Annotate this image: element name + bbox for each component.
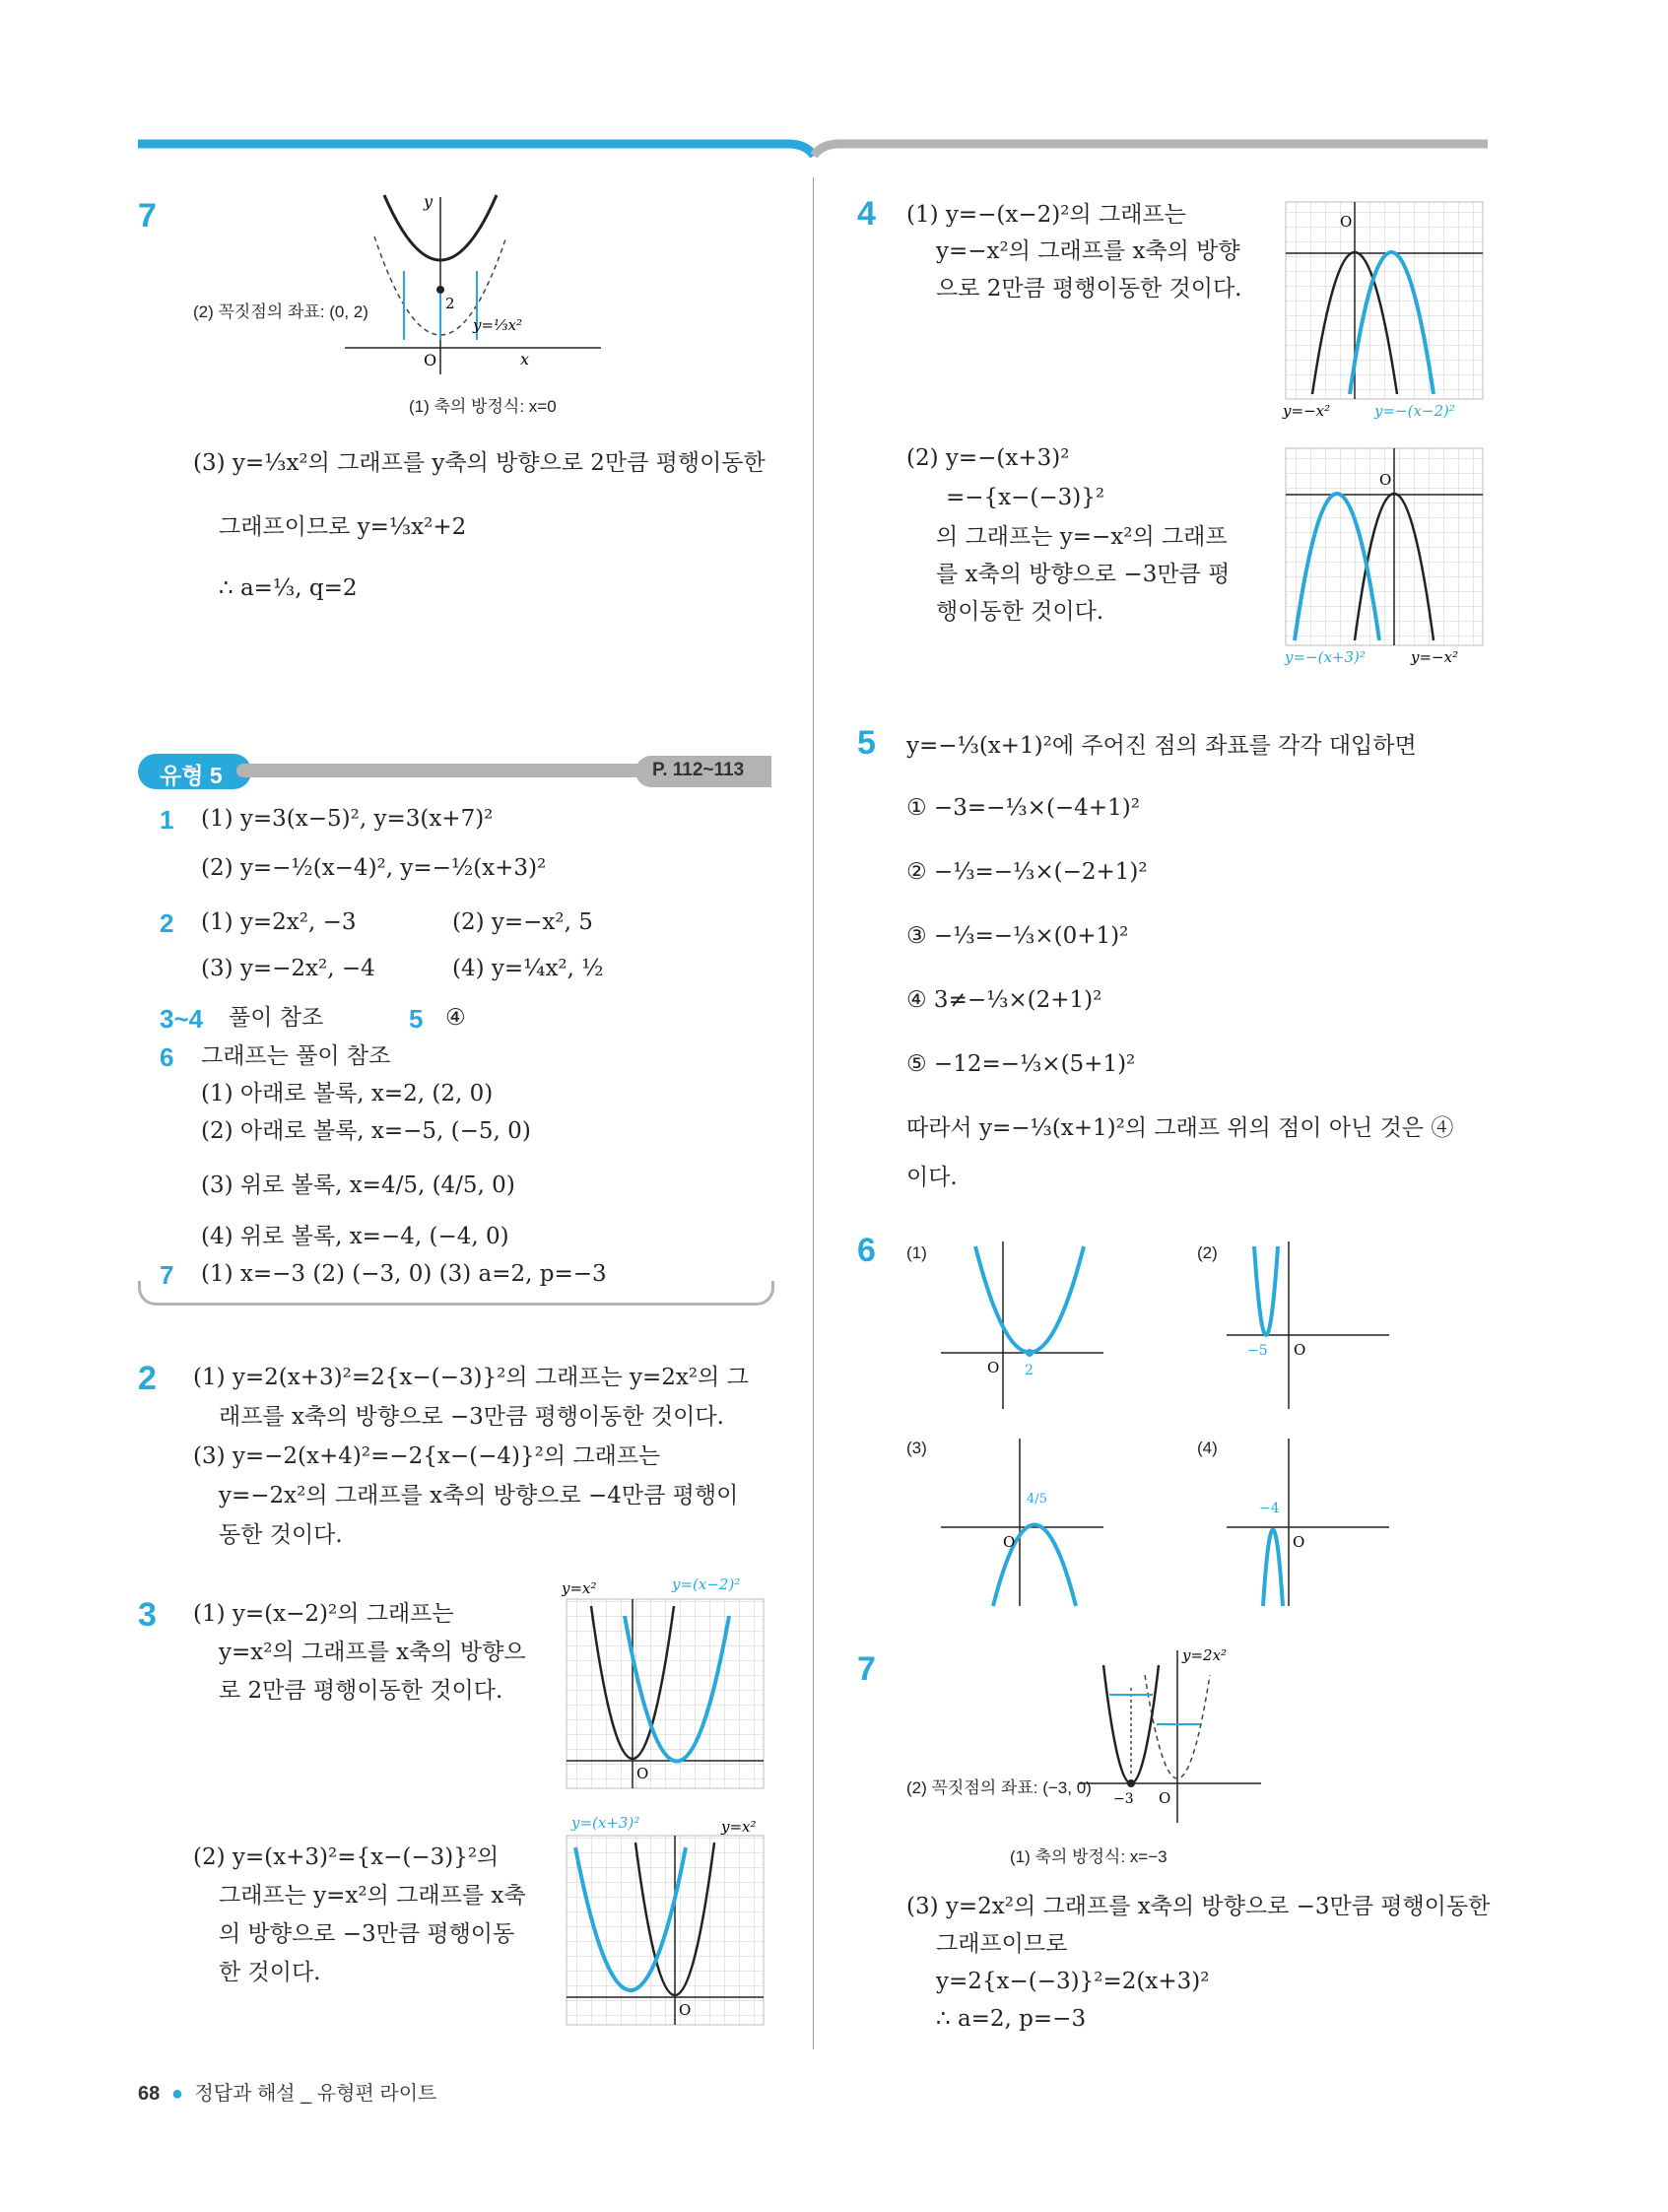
graph-curve-label: y=(x−2)² — [672, 1575, 741, 1593]
graph-curve-label: y=x² — [721, 1818, 757, 1836]
graph-p7-left — [335, 192, 611, 379]
problem-number: 3 — [138, 1596, 157, 1634]
graph-curve-label: y=−x² — [1411, 648, 1459, 666]
svg-text:O: O — [1293, 1533, 1305, 1551]
column-divider — [813, 177, 814, 2049]
svg-text:O: O — [987, 1359, 1000, 1376]
graph-p4-2 — [1281, 443, 1493, 675]
problem-number: 5 — [857, 724, 876, 762]
vertex-label: (2) 꼭짓점의 좌표: (−3, 0) — [906, 1778, 1092, 1797]
graph-curve-label: y=−(x−2)² — [1374, 402, 1455, 420]
svg-text:−4: −4 — [1259, 1501, 1280, 1516]
svg-text:O: O — [1003, 1533, 1016, 1551]
svg-text:O: O — [636, 1765, 649, 1782]
problem-number: 2 — [138, 1360, 157, 1397]
axis-label: (1) 축의 방정식: x=−3 — [1010, 1847, 1168, 1866]
problem-number: 6 — [857, 1232, 876, 1269]
graph-p7-right — [1074, 1645, 1271, 1828]
svg-text:−3: −3 — [1113, 1791, 1134, 1807]
footer-dot: ● — [170, 2083, 183, 2105]
page-number: 68 — [138, 2083, 161, 2105]
graph-p3-1 — [562, 1572, 768, 1793]
type-box-header — [138, 754, 770, 791]
problem-number: 7 — [138, 197, 157, 235]
graph-p6-1 — [936, 1237, 1113, 1414]
graph-p6-2 — [1222, 1237, 1399, 1414]
footer — [138, 2077, 436, 2106]
footer-title: 정답과 해설 _ 유형편 라이트 — [194, 2083, 437, 2105]
header-bar — [0, 0, 1668, 158]
svg-text:4/5: 4/5 — [1027, 1492, 1047, 1507]
type-pages: P. 112~113 — [652, 760, 745, 780]
graph-curve-label: y=−x² — [1283, 402, 1331, 420]
graph-y-label: y — [424, 192, 434, 211]
graph-p6-3 — [936, 1434, 1113, 1611]
svg-text:2: 2 — [445, 295, 455, 312]
svg-text:O: O — [1159, 1789, 1171, 1807]
problem-number: 4 — [857, 195, 876, 233]
svg-text:2: 2 — [1025, 1363, 1034, 1378]
vertex-label: (2) 꼭짓점의 좌표: (0, 2) — [193, 302, 368, 321]
graph-p3-2 — [562, 1808, 768, 2030]
svg-text:O: O — [424, 351, 437, 369]
svg-text:O: O — [679, 2001, 692, 2019]
svg-text:O: O — [1340, 213, 1353, 231]
graph-p4-1 — [1281, 197, 1493, 429]
graph-curve-label: y=x² — [562, 1579, 597, 1597]
axis-label: (1) 축의 방정식: x=0 — [409, 397, 557, 416]
graph-curve-label: y=−(x+3)² — [1285, 648, 1366, 666]
svg-text:−5: −5 — [1247, 1343, 1268, 1359]
graph-p6-4 — [1222, 1434, 1399, 1611]
svg-text:O: O — [1294, 1341, 1306, 1359]
graph-curve-label: y=(x+3)² — [571, 1814, 640, 1832]
svg-text:O: O — [1379, 471, 1392, 489]
svg-text:x: x — [520, 350, 530, 369]
type-title: 유형 5 — [160, 763, 223, 788]
curve-label: y=2x² — [1182, 1646, 1228, 1664]
problem-number: 7 — [857, 1650, 876, 1688]
curve-label: y=⅓x² — [473, 316, 523, 334]
